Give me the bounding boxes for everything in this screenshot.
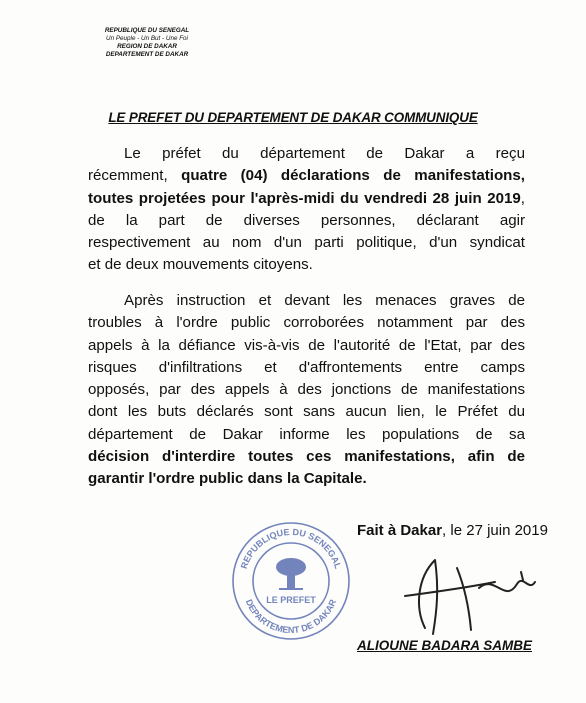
- signatory-name: ALIOUNE BADARA SAMBE: [357, 638, 532, 653]
- baobab-tree-icon: [276, 558, 306, 590]
- stamp-top-text: REPUBLIQUE DU SENEGAL: [238, 526, 344, 570]
- p1-line-6: et de deux mouvements citoyens.: [88, 256, 313, 274]
- letterhead-department: DEPARTEMENT DE DAKAR: [105, 51, 189, 58]
- p1-line-2-text: récemment,: [88, 167, 182, 185]
- p1-line-4: de la part de diverses personnes, déclarant agir: [88, 211, 525, 229]
- p2-line-2: troubles à l'ordre public corroborées notamment par des: [88, 314, 525, 332]
- p2-line-3: appels à la défiance vis-à-vis de l'autorité de l'Etat, par des: [88, 336, 525, 354]
- p2-line-5: opposés, par des appels à des jonctions de manifestations: [88, 381, 525, 399]
- p1-line-5: respectivement au nom d'un parti politique, d'un syndicat: [88, 234, 525, 252]
- letterhead-motto: Un Peuple - Un But - Une Foi: [106, 35, 188, 42]
- stamp-bottom-text: DEPARTEMENT DE DAKAR: [243, 597, 339, 636]
- letterhead-region: REGION DE DAKAR: [117, 43, 177, 50]
- prefect-stamp: [229, 519, 353, 643]
- p2-line-7: département de Dakar informe les populations de sa: [88, 425, 525, 443]
- p1-line-3-bold: toutes projetées pour l'après-midi du vendredi 28 juin 2019: [88, 189, 521, 207]
- handwritten-signature: [395, 548, 565, 638]
- p1-line-2-bold: quatre (04) déclarations de manifestations,: [181, 167, 525, 185]
- p2-line-8: décision d'interdire toutes ces manifestations, afin de: [88, 448, 525, 466]
- p2-line-9: garantir l'ordre public dans la Capitale.: [88, 470, 367, 488]
- stamp-center-text: LE PREFET: [266, 595, 316, 605]
- place-date: [357, 522, 548, 539]
- letterhead-republic: REPUBLIQUE DU SENEGAL: [104, 27, 190, 34]
- p2-line-4: risques d'infiltrations et d'affrontements entre camps: [88, 358, 525, 376]
- p2-line-1: Après instruction et devant les menaces graves de: [124, 292, 525, 309]
- paragraph-1: [88, 143, 525, 277]
- paragraph-2: [88, 290, 525, 491]
- letterhead: [92, 27, 202, 59]
- date: , le 27 juin 2019: [442, 522, 548, 539]
- p1-line-1: Le préfet du département de Dakar a reçu: [124, 145, 525, 162]
- p1-line-2: [88, 165, 525, 187]
- p1-line-3: [88, 188, 525, 210]
- document-title: LE PREFET DU DEPARTEMENT DE DAKAR COMMUNIQUE: [108, 110, 478, 125]
- place: Fait à Dakar: [357, 522, 443, 539]
- p1-line-3-comma: ,: [520, 189, 525, 207]
- p2-line-6: dont les buts déclarés sont sans aucun lien, le Préfet du: [88, 403, 525, 421]
